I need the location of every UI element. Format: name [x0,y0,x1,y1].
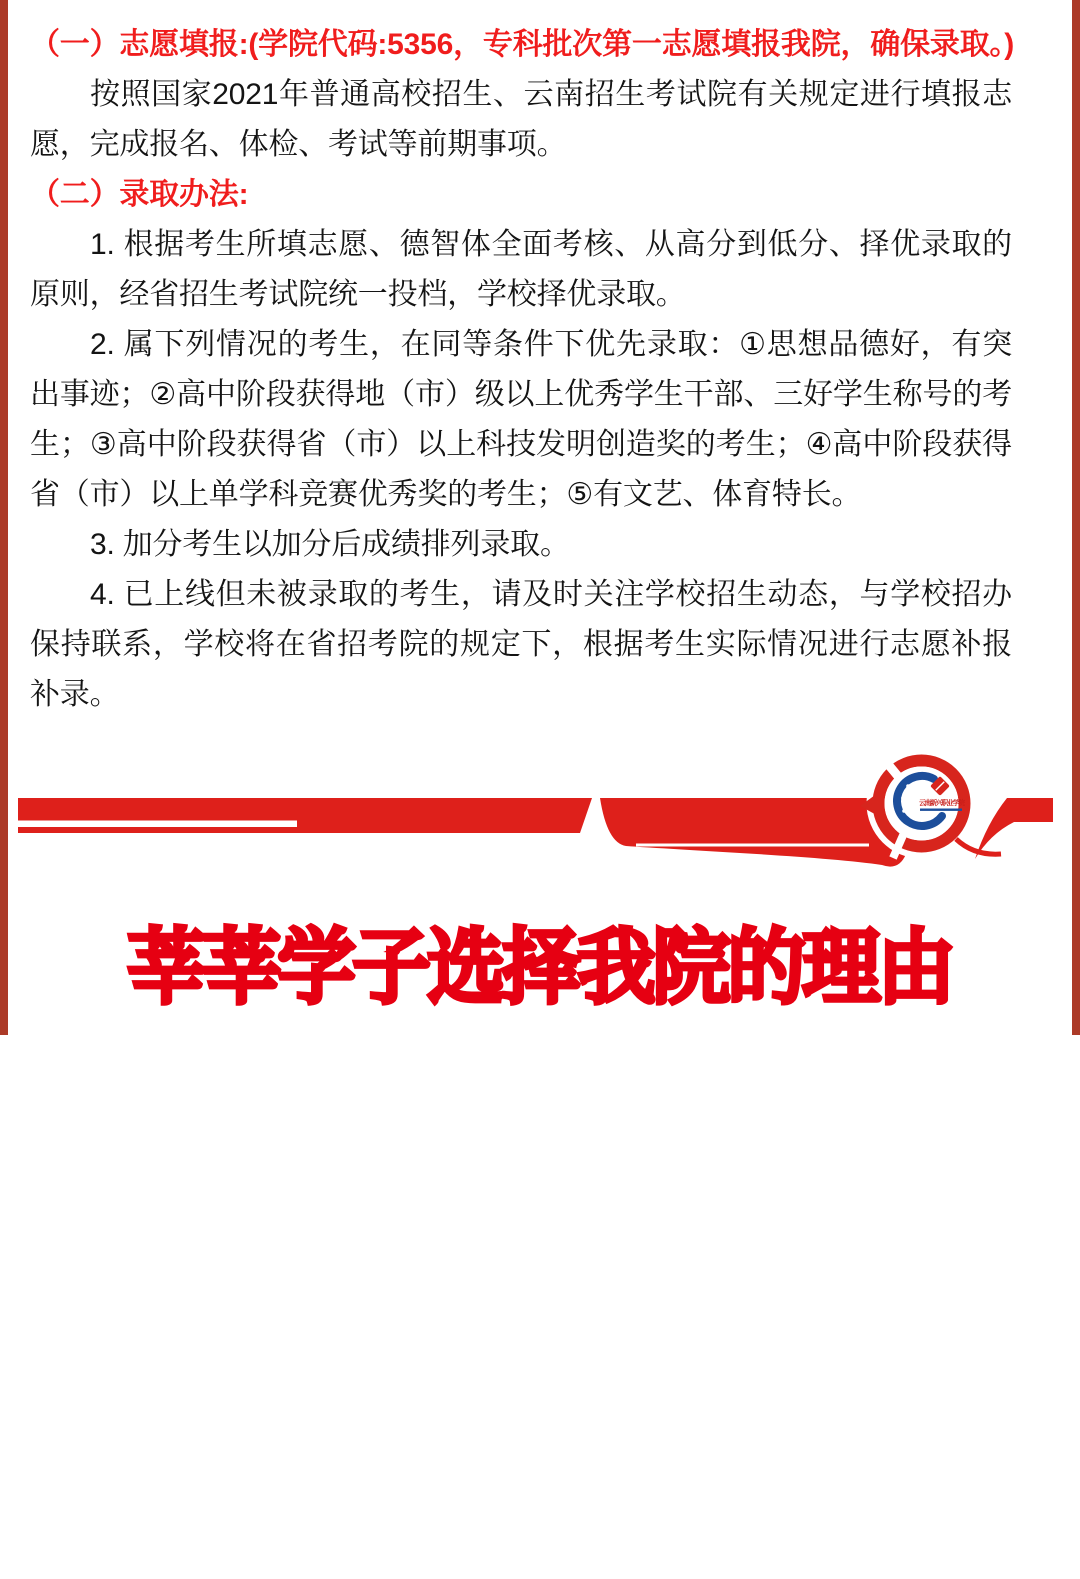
paragraph-admission-item-2: 2. 属下列情况的考生，在同等条件下优先录取：①思想品德好，有突出事迹；②高中阶段获得地（市）级以上优秀学生干部、三好学生称号的考生；③高中阶段获得省（市）以上科技发明创造奖的考生；④高中阶段获得省（市）以上单学科竞赛优秀奖的考生；⑤有文艺、体育特长。 [30,328,1012,511]
bottom-headline: 莘莘学子选择我院的理由 [127,920,953,1014]
footer-contact [637,1536,861,1579]
footer-ribbon-graphic [0,735,1080,885]
paragraph-admission-item-4: 4. 已上线但未被录取的考生，请及时关注学校招生动态，与学校招办保持联系，学校将在省招考院的规定下，根据考生实际情况进行志愿补报补录。 [30,578,1012,711]
paragraph-admission-item-3: 3. 加分考生以加分后成绩排列录取。 [90,528,570,561]
paragraph-admission-item-1: 1. 根据考生所填志愿、德智体全面考核、从高分到低分、择优录取的原则，经省招生考试院统一投档，学校择优录取。 [30,228,1012,311]
logo-school-name: 云南新兴职业学院 [919,800,965,807]
heading-volunteer-application: （一）志愿填报:(学院代码:5356，专科批次第一志愿填报我院，确保录取。) [30,28,1015,61]
website-url: www.ynxzy.com [637,1538,740,1553]
footer-slogan: 知识改变命运 专业成就未来 [325,1539,594,1561]
phone-number: 电话：0871-67426292 67427009 [637,1561,861,1577]
swoosh-decoration [975,798,1053,859]
document-body [30,20,1015,720]
heading-admission-method: （二）录取办法: [30,178,249,211]
paragraph-application-rules: 按照国家2021年普通高校招生、云南招生考试院有关规定进行填报志愿，完成报名、体检、考试等前期事项。 [30,78,1012,161]
